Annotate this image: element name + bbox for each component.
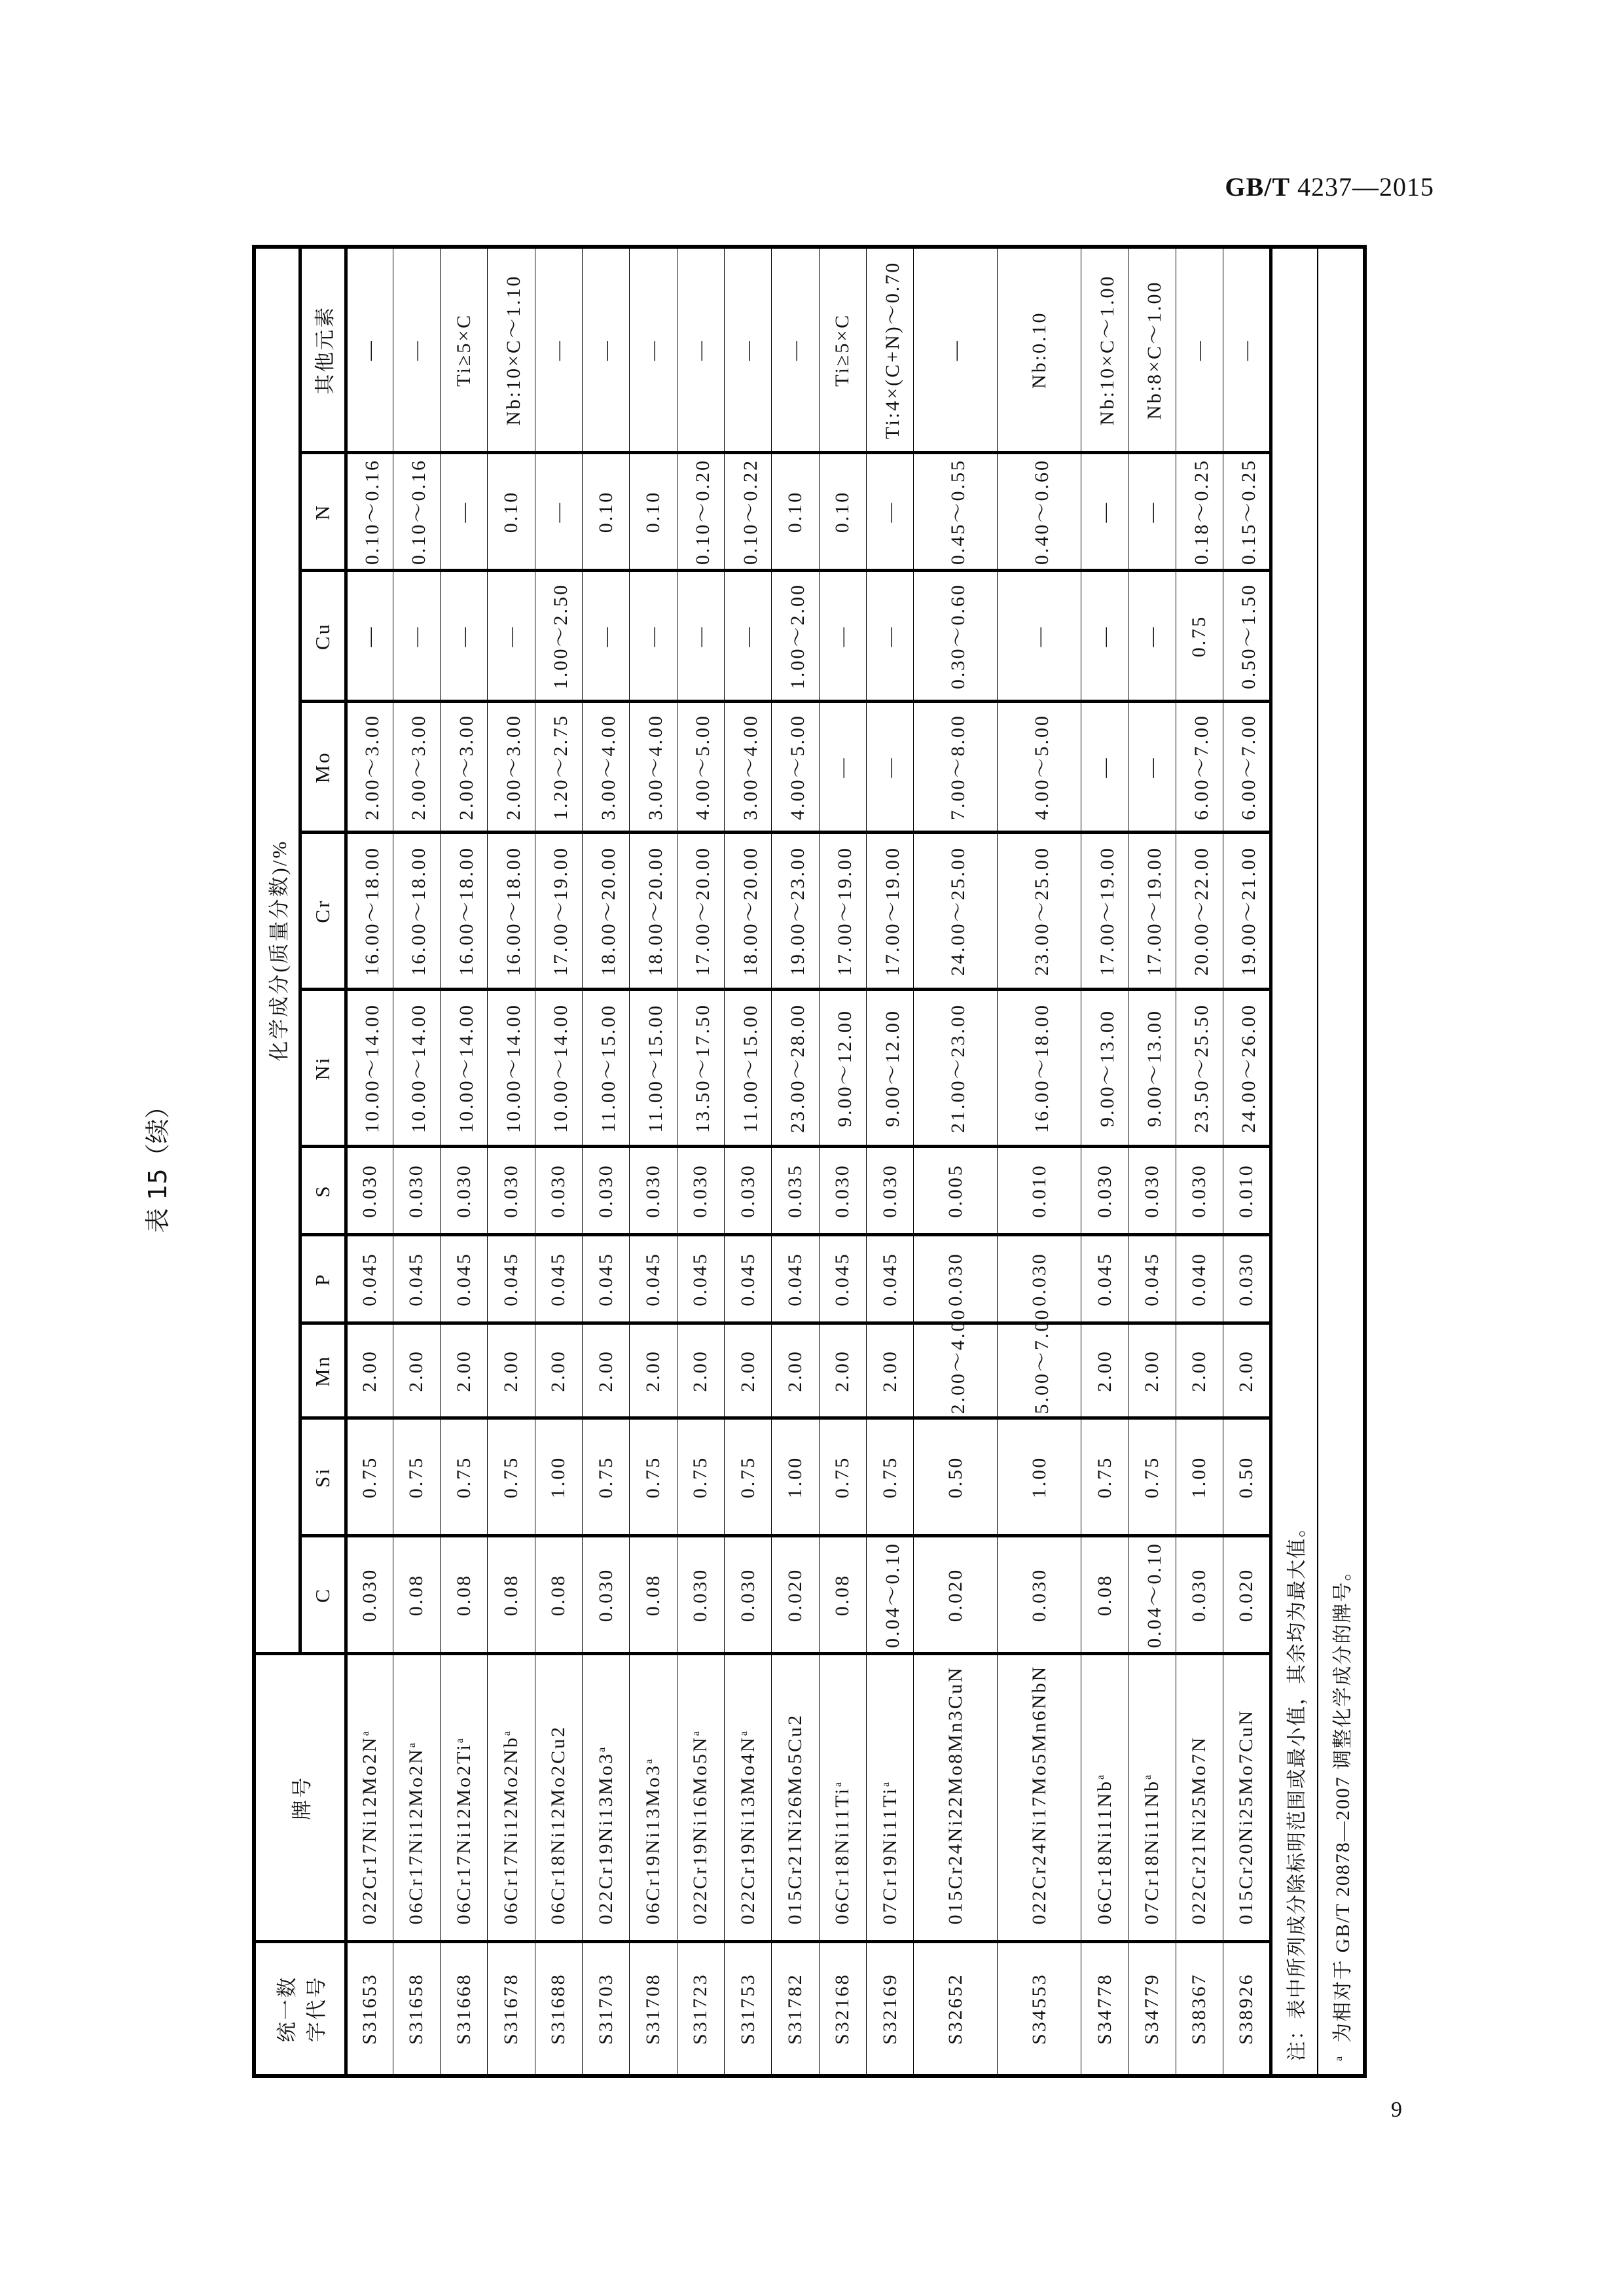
cell-code: S31708 <box>630 1942 677 2076</box>
cell-n: 0.10～0.16 <box>346 453 393 571</box>
cell-mo: 2.00～3.00 <box>393 702 440 833</box>
cell-ni: 11.00～15.00 <box>630 990 677 1147</box>
cell-n: 0.10 <box>583 453 630 571</box>
cell-mo: — <box>1128 702 1176 833</box>
cell-code: S31723 <box>677 1942 724 2076</box>
cell-c: 0.020 <box>914 1536 998 1654</box>
cell-code: S38926 <box>1223 1942 1271 2076</box>
header-s: S <box>300 1147 346 1235</box>
cell-c: 0.08 <box>441 1536 488 1654</box>
cell-si: 0.75 <box>488 1418 535 1536</box>
cell-other: — <box>1223 247 1271 453</box>
cell-cr: 19.00～21.00 <box>1223 833 1271 990</box>
cell-c: 0.030 <box>998 1536 1081 1654</box>
cell-cu: 1.00～2.50 <box>535 571 582 702</box>
cell-cr: 17.00～20.00 <box>677 833 724 990</box>
cell-cu: — <box>677 571 724 702</box>
cell-n: — <box>535 453 582 571</box>
cell-other: — <box>346 247 393 453</box>
cell-cu: 0.50～1.50 <box>1223 571 1271 702</box>
cell-mn: 2.00 <box>630 1323 677 1418</box>
cell-cr: 17.00～19.00 <box>1128 833 1176 990</box>
cell-mo: — <box>1081 702 1128 833</box>
cell-cr: 18.00～20.00 <box>725 833 772 990</box>
table-row <box>1128 247 1176 2076</box>
header-composition-group: 化学成分(质量分数)/% <box>254 247 300 1654</box>
cell-p: 0.040 <box>1176 1235 1223 1323</box>
cell-mn: 2.00 <box>1176 1323 1223 1418</box>
standard-code: GB/T 4237—2015 <box>1225 172 1434 202</box>
cell-p: 0.045 <box>441 1235 488 1323</box>
cell-cr: 17.00～19.00 <box>866 833 913 990</box>
table-row <box>535 247 582 2076</box>
cell-si: 1.00 <box>998 1418 1081 1536</box>
cell-cu: — <box>998 571 1081 702</box>
cell-n: — <box>1128 453 1176 571</box>
table-row <box>630 247 677 2076</box>
cell-mo: 6.00～7.00 <box>1223 702 1271 833</box>
cell-other: — <box>914 247 998 453</box>
cell-mn: 2.00 <box>488 1323 535 1418</box>
cell-other: — <box>583 247 630 453</box>
composition-table <box>252 245 1367 2078</box>
cell-si: 0.50 <box>1223 1418 1271 1536</box>
cell-grade: 07Cr19Ni11Ti$^a$ <box>866 1654 913 1942</box>
cell-cu: — <box>1128 571 1176 702</box>
cell-s: 0.010 <box>1223 1147 1271 1235</box>
cell-cr: 16.00～18.00 <box>346 833 393 990</box>
cell-grade: 022Cr24Ni17Mo5Mn6NbN <box>998 1654 1081 1942</box>
cell-c: 0.08 <box>630 1536 677 1654</box>
table-row <box>1223 247 1271 2076</box>
cell-mo: 6.00～7.00 <box>1176 702 1223 833</box>
cell-n: 0.10～0.16 <box>393 453 440 571</box>
cell-grade: 06Cr17Ni12Mo2Nb$^a$ <box>488 1654 535 1942</box>
cell-s: 0.030 <box>441 1147 488 1235</box>
cell-mo: 2.00～3.00 <box>346 702 393 833</box>
cell-other: Ti≥5×C <box>441 247 488 453</box>
header-code: 统一数 字代号 <box>254 1942 346 2076</box>
cell-cr: 19.00～23.00 <box>772 833 819 990</box>
header-cr: Cr <box>300 833 346 990</box>
cell-mn: 5.00～7.00 <box>998 1323 1081 1418</box>
table-row <box>677 247 724 2076</box>
cell-si: 1.00 <box>772 1418 819 1536</box>
page-number: 9 <box>1391 2098 1402 2122</box>
cell-c: 0.030 <box>583 1536 630 1654</box>
cell-other: — <box>1176 247 1223 453</box>
cell-other: Nb:10×C～1.10 <box>488 247 535 453</box>
cell-code: S31653 <box>346 1942 393 2076</box>
cell-mn: 2.00 <box>1081 1323 1128 1418</box>
table-caption: 表 15（续） <box>143 1094 172 1233</box>
cell-s: 0.030 <box>346 1147 393 1235</box>
table-row <box>1176 247 1223 2076</box>
header-ni: Ni <box>300 990 346 1147</box>
cell-p: 0.045 <box>1128 1235 1176 1323</box>
cell-p: 0.030 <box>914 1235 998 1323</box>
cell-code: S38367 <box>1176 1942 1223 2076</box>
table-row <box>819 247 866 2076</box>
cell-mn: 2.00 <box>1128 1323 1176 1418</box>
cell-c: 0.08 <box>535 1536 582 1654</box>
cell-c: 0.08 <box>1081 1536 1128 1654</box>
cell-ni: 11.00～15.00 <box>583 990 630 1147</box>
cell-mo: 2.00～3.00 <box>488 702 535 833</box>
cell-code: S31703 <box>583 1942 630 2076</box>
cell-ni: 9.00～13.00 <box>1081 990 1128 1147</box>
cell-grade: 06Cr18Ni12Mo2Cu2 <box>535 1654 582 1942</box>
cell-c: 0.030 <box>346 1536 393 1654</box>
cell-p: 0.045 <box>866 1235 913 1323</box>
cell-cr: 17.00～19.00 <box>819 833 866 990</box>
cell-ni: 10.00～14.00 <box>393 990 440 1147</box>
cell-ni: 16.00～18.00 <box>998 990 1081 1147</box>
cell-cu: 1.00～2.00 <box>772 571 819 702</box>
cell-c: 0.030 <box>677 1536 724 1654</box>
cell-mo: 4.00～5.00 <box>772 702 819 833</box>
cell-grade: 07Cr18Ni11Nb$^a$ <box>1128 1654 1176 1942</box>
cell-n: 0.10～0.20 <box>677 453 724 571</box>
cell-grade: $06Cr17Ni12Mo2N^a$ <box>393 1654 440 1942</box>
cell-p: 0.045 <box>725 1235 772 1323</box>
cell-s: 0.030 <box>630 1147 677 1235</box>
cell-ni: 10.00～14.00 <box>346 990 393 1147</box>
cell-cu: — <box>1081 571 1128 702</box>
cell-cu: — <box>725 571 772 702</box>
cell-n: 0.10 <box>772 453 819 571</box>
cell-code: S31782 <box>772 1942 819 2076</box>
cell-p: 0.045 <box>346 1235 393 1323</box>
cell-other: Nb:8×C～1.00 <box>1128 247 1176 453</box>
cell-p: 0.045 <box>630 1235 677 1323</box>
cell-mn: 2.00 <box>583 1323 630 1418</box>
cell-si: 0.75 <box>1081 1418 1128 1536</box>
cell-cr: 17.00～19.00 <box>535 833 582 990</box>
cell-other: Nb:10×C～1.00 <box>1081 247 1128 453</box>
cell-grade: 015Cr20Ni25Mo7CuN <box>1223 1654 1271 1942</box>
cell-mn: 2.00 <box>1223 1323 1271 1418</box>
cell-ni: 10.00～14.00 <box>535 990 582 1147</box>
cell-mn: 2.00 <box>819 1323 866 1418</box>
cell-s: 0.030 <box>1128 1147 1176 1235</box>
table-note: 注：表中所列成分除标明范围或最小值，其余均为最大值。 <box>1271 247 1318 2076</box>
cell-s: 0.030 <box>677 1147 724 1235</box>
cell-code: S31668 <box>441 1942 488 2076</box>
cell-cr: 24.00～25.00 <box>914 833 998 990</box>
cell-mo: 3.00～4.00 <box>630 702 677 833</box>
cell-other: Nb:0.10 <box>998 247 1081 453</box>
cell-si: 0.75 <box>819 1418 866 1536</box>
cell-n: — <box>1081 453 1128 571</box>
rotated-table-block <box>143 249 1367 2078</box>
cell-mn: 2.00 <box>677 1323 724 1418</box>
cell-cu: — <box>866 571 913 702</box>
cell-si: 0.75 <box>583 1418 630 1536</box>
cell-mn: 2.00 <box>866 1323 913 1418</box>
cell-grade: 06Cr19Ni13Mo3$^a$ <box>630 1654 677 1942</box>
cell-code: S31658 <box>393 1942 440 2076</box>
cell-p: 0.045 <box>819 1235 866 1323</box>
cell-s: 0.030 <box>819 1147 866 1235</box>
table-row <box>998 247 1081 2076</box>
header-mo: Mo <box>300 702 346 833</box>
cell-mo: 2.00～3.00 <box>441 702 488 833</box>
cell-si: 0.75 <box>866 1418 913 1536</box>
cell-cr: 16.00～18.00 <box>393 833 440 990</box>
cell-grade: 06Cr18Ni11Ti$^a$ <box>819 1654 866 1942</box>
cell-grade: 022Cr21Ni25Mo7N <box>1176 1654 1223 1942</box>
cell-s: 0.005 <box>914 1147 998 1235</box>
cell-c: 0.08 <box>819 1536 866 1654</box>
header-mn: Mn <box>300 1323 346 1418</box>
cell-n: 0.18～0.25 <box>1176 453 1223 571</box>
table-row <box>772 247 819 2076</box>
cell-grade: $022Cr17Ni12Mo2N^a$ <box>346 1654 393 1942</box>
cell-ni: 9.00～13.00 <box>1128 990 1176 1147</box>
cell-p: 0.030 <box>1223 1235 1271 1323</box>
cell-s: 0.030 <box>583 1147 630 1235</box>
cell-mo: 4.00～5.00 <box>998 702 1081 833</box>
cell-s: 0.030 <box>725 1147 772 1235</box>
cell-cu: 0.75 <box>1176 571 1223 702</box>
cell-mo: — <box>866 702 913 833</box>
cell-grade: 06Cr17Ni12Mo2Ti$^a$ <box>441 1654 488 1942</box>
cell-mo: 3.00～4.00 <box>583 702 630 833</box>
cell-si: 0.75 <box>346 1418 393 1536</box>
cell-code: S34778 <box>1081 1942 1128 2076</box>
table-row <box>441 247 488 2076</box>
cell-cu: — <box>393 571 440 702</box>
cell-ni: 23.00～28.00 <box>772 990 819 1147</box>
cell-other: — <box>772 247 819 453</box>
cell-mo: — <box>819 702 866 833</box>
cell-other: — <box>725 247 772 453</box>
cell-n: 0.10 <box>488 453 535 571</box>
cell-c: 0.04～0.10 <box>1128 1536 1176 1654</box>
cell-code: S32169 <box>866 1942 913 2076</box>
cell-c: 0.030 <box>725 1536 772 1654</box>
header-p: P <box>300 1235 346 1323</box>
table-row <box>488 247 535 2076</box>
cell-grade: 015Cr24Ni22Mo8Mn3CuN <box>914 1654 998 1942</box>
cell-code: S32168 <box>819 1942 866 2076</box>
cell-cu: — <box>583 571 630 702</box>
cell-mo: 1.20～2.75 <box>535 702 582 833</box>
cell-ni: 10.00～14.00 <box>441 990 488 1147</box>
table-row <box>914 247 998 2076</box>
cell-ni: 9.00～12.00 <box>866 990 913 1147</box>
cell-si: 0.75 <box>1128 1418 1176 1536</box>
cell-p: 0.045 <box>535 1235 582 1323</box>
cell-mo: 4.00～5.00 <box>677 702 724 833</box>
cell-cr: 18.00～20.00 <box>583 833 630 990</box>
cell-mn: 2.00 <box>393 1323 440 1418</box>
cell-code: S34779 <box>1128 1942 1176 2076</box>
cell-n: 0.15～0.25 <box>1223 453 1271 571</box>
cell-mn: 2.00 <box>535 1323 582 1418</box>
cell-code: S31753 <box>725 1942 772 2076</box>
cell-p: 0.045 <box>772 1235 819 1323</box>
cell-code: S31688 <box>535 1942 582 2076</box>
cell-s: 0.010 <box>998 1147 1081 1235</box>
cell-ni: 13.50～17.50 <box>677 990 724 1147</box>
cell-si: 0.75 <box>725 1418 772 1536</box>
cell-cr: 20.00～22.00 <box>1176 833 1223 990</box>
cell-other: — <box>393 247 440 453</box>
cell-grade: 015Cr21Ni26Mo5Cu2 <box>772 1654 819 1942</box>
cell-s: 0.030 <box>488 1147 535 1235</box>
header-other: 其他元素 <box>300 247 346 453</box>
cell-cr: 16.00～18.00 <box>441 833 488 990</box>
cell-mn: 2.00 <box>441 1323 488 1418</box>
cell-si: 0.50 <box>914 1418 998 1536</box>
cell-si: 1.00 <box>1176 1418 1223 1536</box>
cell-cu: — <box>346 571 393 702</box>
table-row <box>1081 247 1128 2076</box>
cell-cu: — <box>819 571 866 702</box>
cell-s: 0.030 <box>393 1147 440 1235</box>
cell-cu: — <box>441 571 488 702</box>
cell-other: Ti≥5×C <box>819 247 866 453</box>
table-footnote: $^a$ 为相对于 GB/T 20878—2007 调整化学成分的牌号。 <box>1318 247 1365 2076</box>
cell-ni: 24.00～26.00 <box>1223 990 1271 1147</box>
cell-ni: 9.00～12.00 <box>819 990 866 1147</box>
cell-ni: 11.00～15.00 <box>725 990 772 1147</box>
cell-n: 0.10 <box>630 453 677 571</box>
cell-p: 0.045 <box>1081 1235 1128 1323</box>
header-si: Si <box>300 1418 346 1536</box>
header-grade: 牌号 <box>254 1654 346 1942</box>
cell-s: 0.035 <box>772 1147 819 1235</box>
header-c: C <box>300 1536 346 1654</box>
cell-p: 0.045 <box>583 1235 630 1323</box>
cell-s: 0.030 <box>535 1147 582 1235</box>
header-n: N <box>300 453 346 571</box>
cell-n: 0.40～0.60 <box>998 453 1081 571</box>
cell-p: 0.045 <box>393 1235 440 1323</box>
cell-ni: 10.00～14.00 <box>488 990 535 1147</box>
table-row <box>725 247 772 2076</box>
cell-n: — <box>441 453 488 571</box>
cell-other: — <box>630 247 677 453</box>
cell-n: 0.10～0.22 <box>725 453 772 571</box>
cell-si: 0.75 <box>677 1418 724 1536</box>
cell-mn: 2.00～4.00 <box>914 1323 998 1418</box>
header-cu: Cu <box>300 571 346 702</box>
table-row <box>346 247 393 2076</box>
table-row <box>393 247 440 2076</box>
table-row <box>583 247 630 2076</box>
cell-cu: 0.30～0.60 <box>914 571 998 702</box>
cell-si: 0.75 <box>441 1418 488 1536</box>
cell-mn: 2.00 <box>772 1323 819 1418</box>
cell-other: — <box>677 247 724 453</box>
cell-grade: $022Cr19Ni13Mo4N^a$ <box>725 1654 772 1942</box>
cell-si: 1.00 <box>535 1418 582 1536</box>
cell-cr: 18.00～20.00 <box>630 833 677 990</box>
cell-mn: 2.00 <box>725 1323 772 1418</box>
cell-n: 0.10 <box>819 453 866 571</box>
cell-c: 0.08 <box>393 1536 440 1654</box>
cell-ni: 23.50～25.50 <box>1176 990 1223 1147</box>
cell-c: 0.020 <box>1223 1536 1271 1654</box>
cell-code: S34553 <box>998 1942 1081 2076</box>
cell-p: 0.045 <box>677 1235 724 1323</box>
table-row <box>866 247 913 2076</box>
cell-code: S32652 <box>914 1942 998 2076</box>
cell-cr: 23.00～25.00 <box>998 833 1081 990</box>
cell-mn: 2.00 <box>346 1323 393 1418</box>
cell-n: 0.45～0.55 <box>914 453 998 571</box>
cell-mo: 7.00～8.00 <box>914 702 998 833</box>
cell-grade: 022Cr19Ni13Mo3$^a$ <box>583 1654 630 1942</box>
cell-s: 0.030 <box>1081 1147 1128 1235</box>
cell-p: 0.030 <box>998 1235 1081 1323</box>
cell-si: 0.75 <box>393 1418 440 1536</box>
cell-grade: $022Cr19Ni16Mo5N^a$ <box>677 1654 724 1942</box>
cell-cr: 16.00～18.00 <box>488 833 535 990</box>
cell-mo: 3.00～4.00 <box>725 702 772 833</box>
cell-s: 0.030 <box>866 1147 913 1235</box>
cell-cu: — <box>488 571 535 702</box>
cell-p: 0.045 <box>488 1235 535 1323</box>
cell-c: 0.020 <box>772 1536 819 1654</box>
cell-code: S31678 <box>488 1942 535 2076</box>
cell-cu: — <box>630 571 677 702</box>
cell-cr: 17.00～19.00 <box>1081 833 1128 990</box>
cell-c: 0.04～0.10 <box>866 1536 913 1654</box>
cell-c: 0.08 <box>488 1536 535 1654</box>
cell-si: 0.75 <box>630 1418 677 1536</box>
cell-grade: 06Cr18Ni11Nb$^a$ <box>1081 1654 1128 1942</box>
cell-s: 0.030 <box>1176 1147 1223 1235</box>
table-body <box>346 247 1271 2076</box>
cell-n: — <box>866 453 913 571</box>
cell-other: — <box>535 247 582 453</box>
cell-other: Ti:4×(C+N)～0.70 <box>866 247 913 453</box>
cell-ni: 21.00～23.00 <box>914 990 998 1147</box>
cell-c: 0.030 <box>1176 1536 1223 1654</box>
